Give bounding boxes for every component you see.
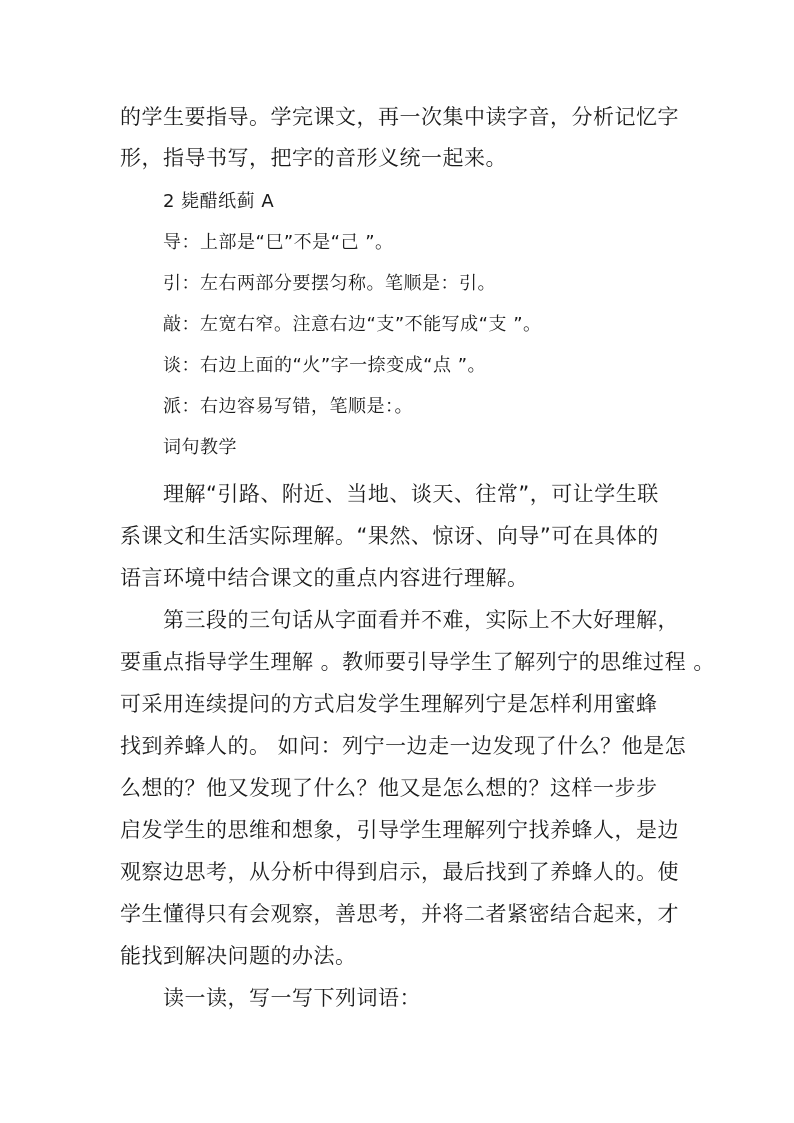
analysis-paragraph-line: 能找到解决问题的办法。 [120,944,357,968]
vocab-paragraph-line: 系课文和生活实际理解。“果然、惊讶、向导”可在具体的 [120,524,659,548]
char-item: 引：左右两部分要摆匀称。笔顺是：引。 [163,273,496,294]
intro-line-1: 的学生要指导。学完课文，再一次集中读字音，分析记忆字 [120,105,679,129]
section-heading: 2 毙醋纸蓟 A [163,191,275,212]
vocab-heading: 词句教学 [163,437,237,458]
analysis-paragraph-line: 要重点指导学生理解 。教师要引导学生了解列宁的思维过程 。 [120,650,715,674]
vocab-paragraph-line: 理解“引路、附近、当地、谈天、往常”，可让学生联 [163,482,659,506]
exercise-line: 读一读，写一写下列词语： [163,986,421,1010]
char-item: 派：右边容易写错，笔顺是：。 [163,396,413,417]
analysis-paragraph-line: 学生懂得只有会观察，善思考，并将二者紧密结合起来，才 [120,902,679,926]
analysis-paragraph-line: 么想的？他又发现了什么？他又是怎么想的？这样一步步 [120,776,658,800]
analysis-paragraph-line: 找到养蜂人的。 如问：列宁一边走一边发现了什么？他是怎 [120,734,687,758]
char-item: 敲：左宽右窄。注意右边“支”不能写成“支 ”。 [163,314,542,335]
analysis-paragraph-line: 可采用连续提问的方式启发学生理解列宁是怎样利用蜜蜂 [120,692,658,716]
char-item: 导：上部是“巳”不是“己 ”。 [163,232,394,253]
intro-line-2: 形，指导书写，把字的音形义统一起来。 [120,146,507,170]
char-item: 谈：右边上面的“火”字一捺变成“点 ”。 [163,355,487,376]
analysis-paragraph-line: 观察边思考，从分析中得到启示，最后找到了养蜂人的。使 [120,860,679,884]
analysis-paragraph-line: 第三段的三句话从字面看并不难，实际上不大好理解， [163,608,679,632]
analysis-paragraph-line: 启发学生的思维和想象，引导学生理解列宁找养蜂人，是边 [120,818,679,842]
vocab-paragraph-line: 语言环境中结合课文的重点内容进行理解。 [120,566,529,590]
